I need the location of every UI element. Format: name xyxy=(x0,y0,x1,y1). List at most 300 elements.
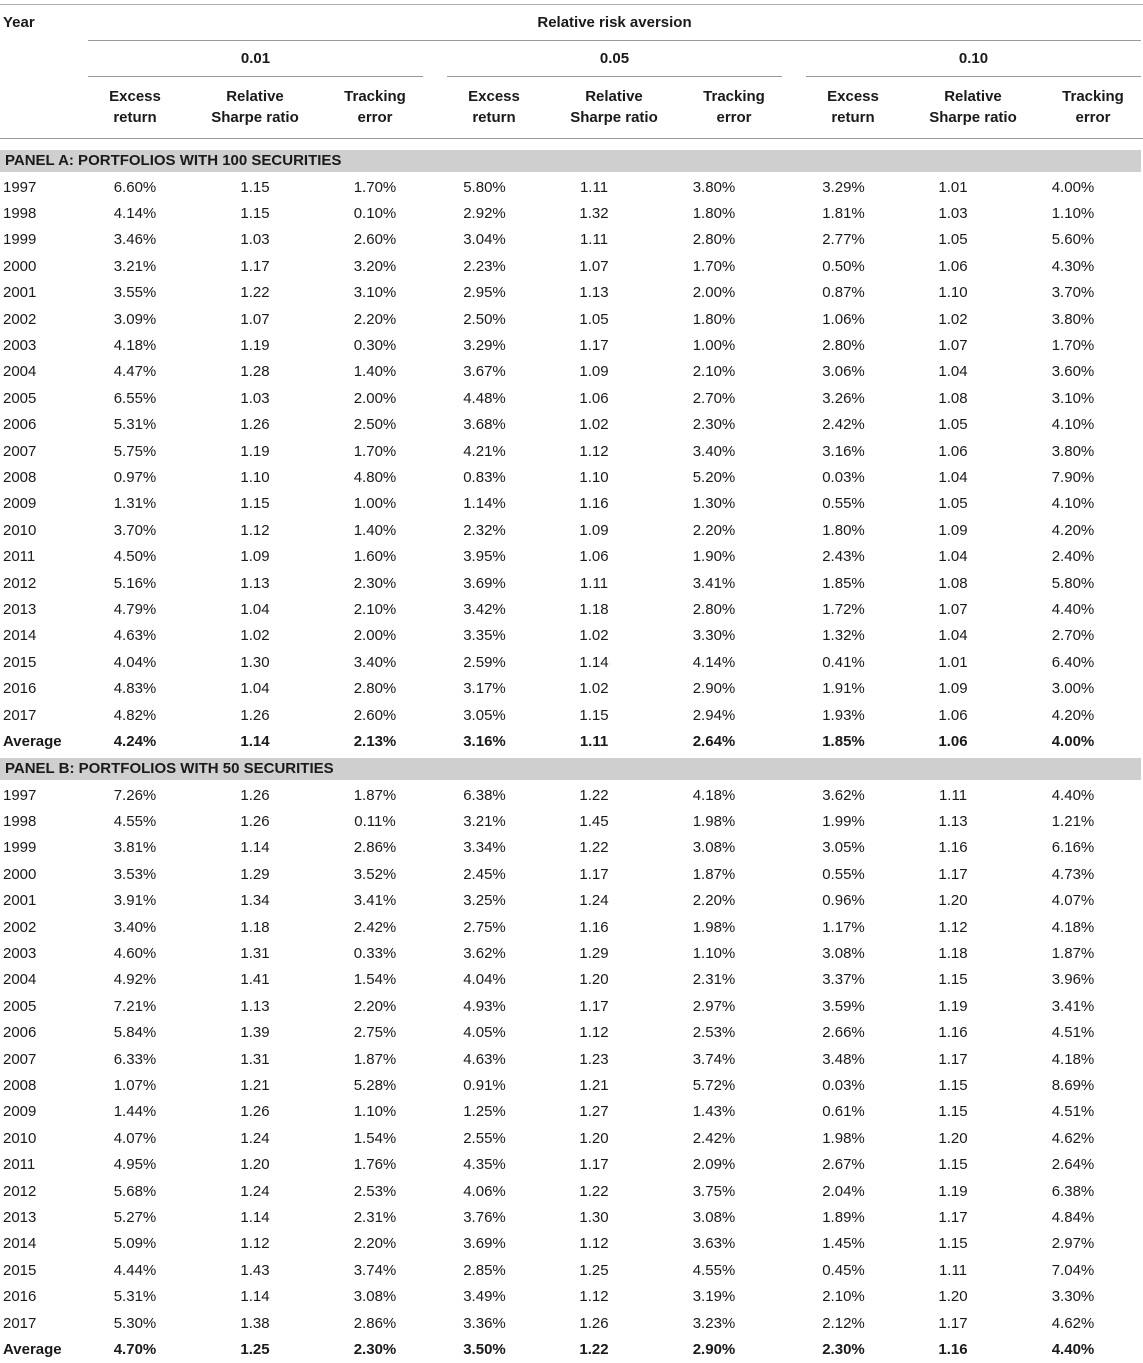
value-cell: 1.07% xyxy=(113,1076,157,1094)
subgroup-rule xyxy=(88,76,423,77)
value-cell: 3.35% xyxy=(463,627,506,645)
value-cell: 1.11 xyxy=(579,231,609,249)
year-cell: 2003 xyxy=(3,337,37,355)
year-cell: 2009 xyxy=(3,495,37,513)
value-cell: 1.43 xyxy=(240,1261,270,1279)
value-cell: 1.11 xyxy=(579,178,609,196)
table-row xyxy=(0,993,1143,1019)
col-header-tracking-error: Tracking error xyxy=(344,88,406,126)
value-cell: 1.07 xyxy=(579,257,609,275)
year-cell: 2015 xyxy=(3,653,37,671)
value-cell: 2.20% xyxy=(353,310,397,328)
value-cell: 1.18 xyxy=(579,600,609,618)
table-row xyxy=(0,835,1143,861)
value-cell: 1.19 xyxy=(938,1182,968,1200)
value-cell: 3.60% xyxy=(1051,363,1095,381)
value-cell: 6.60% xyxy=(113,178,157,196)
subgroup-rule xyxy=(447,76,782,77)
value-cell: 4.07% xyxy=(1051,892,1095,910)
value-cell: 1.18 xyxy=(938,945,968,963)
value-cell: 1.00% xyxy=(692,337,736,355)
value-cell: 4.04% xyxy=(113,653,157,671)
value-cell: 4.55% xyxy=(692,1261,736,1279)
value-cell: 2.70% xyxy=(692,389,736,407)
value-cell: 3.34% xyxy=(463,839,506,857)
value-cell: 4.83% xyxy=(113,680,157,698)
value-cell: 3.91% xyxy=(113,892,157,910)
value-cell: 1.15 xyxy=(579,706,609,724)
value-cell: 4.62% xyxy=(1051,1314,1095,1332)
value-cell: 1.09 xyxy=(579,363,609,381)
year-cell: 2016 xyxy=(3,1288,37,1306)
value-cell: 3.41% xyxy=(353,892,397,910)
table-row xyxy=(0,280,1143,306)
table-row xyxy=(0,702,1143,728)
value-cell: 4.07% xyxy=(113,1129,157,1147)
value-cell: 1.11 xyxy=(938,1261,968,1279)
value-cell: 1.44% xyxy=(113,1103,157,1121)
value-cell: 4.06% xyxy=(463,1182,506,1200)
value-cell: 3.10% xyxy=(1051,389,1095,407)
value-cell: 3.62% xyxy=(822,786,865,804)
value-cell: 4.48% xyxy=(463,389,506,407)
year-cell: 2002 xyxy=(3,310,37,328)
value-cell: 4.93% xyxy=(463,997,506,1015)
value-cell: 8.69% xyxy=(1051,1076,1095,1094)
value-cell: 3.81% xyxy=(113,839,157,857)
value-cell: 1.22 xyxy=(579,1340,609,1358)
value-cell: 1.18 xyxy=(240,918,270,936)
value-cell: 4.79% xyxy=(113,600,157,618)
value-cell: 1.15 xyxy=(240,205,270,223)
value-cell: 1.14% xyxy=(463,495,506,513)
value-cell: 1.16 xyxy=(938,1024,968,1042)
value-cell: 1.17 xyxy=(938,1208,968,1226)
value-cell: 1.06 xyxy=(938,732,968,750)
value-cell: 1.17% xyxy=(822,918,865,936)
value-cell: 3.74% xyxy=(692,1050,736,1068)
value-cell: 1.40% xyxy=(353,521,397,539)
value-cell: 1.12 xyxy=(579,1288,609,1306)
value-cell: 2.50% xyxy=(463,310,506,328)
value-cell: 1.03 xyxy=(240,231,270,249)
value-cell: 5.16% xyxy=(113,574,157,592)
value-cell: 1.06 xyxy=(579,389,609,407)
col-header-relative-sharpe: Relative Sharpe ratio xyxy=(929,88,1017,126)
value-cell: 5.60% xyxy=(1051,231,1095,249)
value-cell: 1.85% xyxy=(822,574,865,592)
panel-b-body xyxy=(0,782,1143,1363)
value-cell: 6.16% xyxy=(1051,839,1095,857)
panel-a-table xyxy=(0,174,1143,755)
value-cell: 3.62% xyxy=(463,945,506,963)
year-cell: 2001 xyxy=(3,284,37,302)
value-cell: 1.22 xyxy=(240,284,270,302)
value-cell: 2.00% xyxy=(692,284,736,302)
value-cell: 1.19 xyxy=(938,997,968,1015)
value-cell: 5.09% xyxy=(113,1235,157,1253)
value-cell: 2.50% xyxy=(353,416,397,434)
value-cell: 5.80% xyxy=(1051,574,1095,592)
value-cell: 1.07 xyxy=(240,310,270,328)
table-row xyxy=(0,861,1143,887)
value-cell: 4.14% xyxy=(692,653,736,671)
value-cell: 3.69% xyxy=(463,574,506,592)
value-cell: 1.14 xyxy=(240,732,270,750)
value-cell: 1.12 xyxy=(938,918,968,936)
value-cell: 3.37% xyxy=(822,971,865,989)
value-cell: 4.10% xyxy=(1051,495,1095,513)
year-cell: 2017 xyxy=(3,1314,37,1332)
value-cell: 3.08% xyxy=(692,839,736,857)
value-cell: 1.13 xyxy=(579,284,609,302)
value-cell: 4.40% xyxy=(1051,786,1095,804)
value-cell: 3.08% xyxy=(692,1208,736,1226)
value-cell: 1.60% xyxy=(353,548,397,566)
value-cell: 1.15 xyxy=(938,1103,968,1121)
value-cell: 1.22 xyxy=(579,786,609,804)
value-cell: 1.05 xyxy=(938,231,968,249)
value-cell: 3.70% xyxy=(113,521,157,539)
value-cell: 3.30% xyxy=(1051,1288,1095,1306)
panel-b-table xyxy=(0,782,1143,1363)
table-row xyxy=(0,782,1143,808)
value-cell: 1.12 xyxy=(240,521,270,539)
value-cell: 0.11% xyxy=(354,813,396,831)
year-cell: 2017 xyxy=(3,706,37,724)
value-cell: 1.31 xyxy=(240,945,270,963)
value-cell: 2.70% xyxy=(1051,627,1095,645)
value-cell: 5.20% xyxy=(692,468,736,486)
value-cell: 3.75% xyxy=(692,1182,736,1200)
year-cell: 2000 xyxy=(3,257,37,275)
year-cell: 1998 xyxy=(3,813,37,831)
value-cell: 1.04 xyxy=(938,363,968,381)
average-label: Average xyxy=(3,1340,62,1358)
value-cell: 1.01 xyxy=(938,178,968,196)
value-cell: 2.80% xyxy=(692,231,736,249)
value-cell: 2.77% xyxy=(822,231,865,249)
value-cell: 1.10 xyxy=(938,284,968,302)
value-cell: 1.87% xyxy=(692,865,736,883)
value-cell: 4.20% xyxy=(1051,521,1095,539)
value-cell: 2.20% xyxy=(353,1235,397,1253)
table-row xyxy=(0,543,1143,569)
value-cell: 3.30% xyxy=(692,627,736,645)
value-cell: 1.93% xyxy=(822,706,865,724)
value-cell: 3.50% xyxy=(463,1340,506,1358)
value-cell: 2.92% xyxy=(463,205,506,223)
header-rule xyxy=(0,138,1143,139)
value-cell: 1.06 xyxy=(938,257,968,275)
value-cell: 1.06 xyxy=(938,442,968,460)
value-cell: 2.60% xyxy=(353,231,397,249)
value-cell: 1.91% xyxy=(822,680,865,698)
value-cell: 1.25% xyxy=(463,1103,506,1121)
value-cell: 1.43% xyxy=(692,1103,736,1121)
value-cell: 0.61% xyxy=(822,1103,865,1121)
year-cell: 2004 xyxy=(3,971,37,989)
value-cell: 1.17 xyxy=(579,997,609,1015)
table-row xyxy=(0,596,1143,622)
group-header-0-05: 0.05 xyxy=(599,50,630,67)
value-cell: 4.62% xyxy=(1051,1129,1095,1147)
value-cell: 4.82% xyxy=(113,706,157,724)
table-row xyxy=(0,1257,1143,1283)
value-cell: 3.16% xyxy=(822,442,865,460)
value-cell: 1.26 xyxy=(240,813,270,831)
value-cell: 2.30% xyxy=(353,1340,397,1358)
value-cell: 0.03% xyxy=(822,468,865,486)
top-rule xyxy=(0,4,1143,5)
value-cell: 1.16 xyxy=(579,495,609,513)
year-cell: 2010 xyxy=(3,521,37,539)
table-row xyxy=(0,464,1143,490)
value-cell: 1.45 xyxy=(579,813,609,831)
value-cell: 4.92% xyxy=(113,971,157,989)
year-cell: 2002 xyxy=(3,918,37,936)
value-cell: 1.30% xyxy=(692,495,736,513)
col-header-relative-sharpe: Relative Sharpe ratio xyxy=(211,88,299,126)
value-cell: 2.23% xyxy=(463,257,506,275)
value-cell: 0.91% xyxy=(463,1076,506,1094)
year-cell: 2010 xyxy=(3,1129,37,1147)
value-cell: 3.23% xyxy=(692,1314,736,1332)
value-cell: 1.04 xyxy=(938,627,968,645)
value-cell: 0.03% xyxy=(822,1076,865,1094)
value-cell: 1.16 xyxy=(938,839,968,857)
value-cell: 1.06% xyxy=(822,310,865,328)
value-cell: 4.18% xyxy=(1051,1050,1095,1068)
value-cell: 1.85% xyxy=(822,732,865,750)
value-cell: 1.00% xyxy=(353,495,397,513)
value-cell: 0.41% xyxy=(822,653,865,671)
value-cell: 2.31% xyxy=(692,971,736,989)
value-cell: 3.53% xyxy=(113,865,157,883)
value-cell: 1.12 xyxy=(579,1024,609,1042)
value-cell: 2.20% xyxy=(692,892,736,910)
value-cell: 2.13% xyxy=(353,732,397,750)
year-cell: 2008 xyxy=(3,1076,37,1094)
average-row xyxy=(0,1336,1143,1362)
value-cell: 1.45% xyxy=(822,1235,865,1253)
value-cell: 1.26 xyxy=(240,416,270,434)
value-cell: 0.55% xyxy=(822,865,865,883)
table-row xyxy=(0,385,1143,411)
value-cell: 3.95% xyxy=(463,548,506,566)
value-cell: 1.04 xyxy=(240,680,270,698)
value-cell: 2.86% xyxy=(353,1314,397,1332)
year-cell: 2014 xyxy=(3,1235,37,1253)
value-cell: 1.76% xyxy=(353,1156,397,1174)
value-cell: 2.42% xyxy=(822,416,865,434)
average-label: Average xyxy=(3,732,62,750)
value-cell: 1.02 xyxy=(938,310,968,328)
value-cell: 3.17% xyxy=(463,680,506,698)
average-row xyxy=(0,728,1143,754)
value-cell: 1.20 xyxy=(579,971,609,989)
value-cell: 1.20 xyxy=(938,1129,968,1147)
value-cell: 4.55% xyxy=(113,813,157,831)
value-cell: 2.00% xyxy=(353,627,397,645)
value-cell: 3.06% xyxy=(822,363,865,381)
value-cell: 3.68% xyxy=(463,416,506,434)
value-cell: 1.09 xyxy=(240,548,270,566)
value-cell: 2.42% xyxy=(353,918,397,936)
value-cell: 3.16% xyxy=(463,732,506,750)
value-cell: 1.14 xyxy=(240,839,270,857)
value-cell: 2.75% xyxy=(353,1024,397,1042)
value-cell: 3.49% xyxy=(463,1288,506,1306)
value-cell: 1.13 xyxy=(938,813,968,831)
value-cell: 2.80% xyxy=(353,680,397,698)
value-cell: 1.28 xyxy=(240,363,270,381)
table-row xyxy=(0,306,1143,332)
value-cell: 4.00% xyxy=(1051,178,1095,196)
year-cell: 2016 xyxy=(3,680,37,698)
value-cell: 2.97% xyxy=(1051,1235,1095,1253)
value-cell: 1.98% xyxy=(822,1129,865,1147)
value-cell: 1.40% xyxy=(353,363,397,381)
value-cell: 2.30% xyxy=(822,1340,865,1358)
value-cell: 0.45% xyxy=(822,1261,865,1279)
table-row xyxy=(0,1072,1143,1098)
value-cell: 1.80% xyxy=(822,521,865,539)
value-cell: 3.80% xyxy=(1051,442,1095,460)
group-title: Relative risk aversion xyxy=(537,14,692,31)
value-cell: 1.21% xyxy=(1051,813,1095,831)
value-cell: 2.90% xyxy=(692,1340,736,1358)
value-cell: 1.81% xyxy=(822,205,865,223)
value-cell: 1.06 xyxy=(579,548,609,566)
value-cell: 1.25 xyxy=(579,1261,609,1279)
value-cell: 3.21% xyxy=(463,813,506,831)
value-cell: 3.52% xyxy=(353,865,397,883)
value-cell: 7.90% xyxy=(1051,468,1095,486)
value-cell: 2.66% xyxy=(822,1024,865,1042)
value-cell: 3.40% xyxy=(353,653,397,671)
value-cell: 2.42% xyxy=(692,1129,736,1147)
value-cell: 3.08% xyxy=(822,945,865,963)
value-cell: 1.09 xyxy=(579,521,609,539)
value-cell: 1.10% xyxy=(692,945,736,963)
value-cell: 3.05% xyxy=(822,839,865,857)
value-cell: 3.46% xyxy=(113,231,157,249)
value-cell: 1.21 xyxy=(579,1076,609,1094)
value-cell: 2.75% xyxy=(463,918,506,936)
value-cell: 3.04% xyxy=(463,231,506,249)
table-row xyxy=(0,649,1143,675)
value-cell: 3.76% xyxy=(463,1208,506,1226)
value-cell: 3.20% xyxy=(353,257,397,275)
group-rule xyxy=(88,40,1141,41)
value-cell: 1.80% xyxy=(692,310,736,328)
value-cell: 2.09% xyxy=(692,1156,736,1174)
year-cell: 2006 xyxy=(3,1024,37,1042)
value-cell: 1.70% xyxy=(692,257,736,275)
value-cell: 3.05% xyxy=(463,706,506,724)
value-cell: 1.11 xyxy=(579,732,609,750)
value-cell: 2.10% xyxy=(822,1288,865,1306)
table-row xyxy=(0,1099,1143,1125)
value-cell: 1.26 xyxy=(240,786,270,804)
value-cell: 1.11 xyxy=(579,574,609,592)
value-cell: 1.17 xyxy=(938,865,968,883)
year-cell: 2000 xyxy=(3,865,37,883)
year-cell: 1999 xyxy=(3,231,37,249)
value-cell: 5.30% xyxy=(113,1314,157,1332)
table-row xyxy=(0,359,1143,385)
value-cell: 6.40% xyxy=(1051,653,1095,671)
value-cell: 4.95% xyxy=(113,1156,157,1174)
col-header-excess-return: Excess return xyxy=(468,88,520,126)
value-cell: 2.04% xyxy=(822,1182,865,1200)
value-cell: 1.32% xyxy=(822,627,865,645)
col-header-excess-return: Excess return xyxy=(827,88,879,126)
table-row xyxy=(0,1310,1143,1336)
value-cell: 3.70% xyxy=(1051,284,1095,302)
year-cell: 2007 xyxy=(3,1050,37,1068)
value-cell: 1.09 xyxy=(938,680,968,698)
table-row xyxy=(0,1178,1143,1204)
value-cell: 1.04 xyxy=(938,548,968,566)
value-cell: 7.04% xyxy=(1051,1261,1095,1279)
value-cell: 4.35% xyxy=(463,1156,506,1174)
value-cell: 4.05% xyxy=(463,1024,506,1042)
value-cell: 1.03 xyxy=(938,205,968,223)
table-row xyxy=(0,1204,1143,1230)
value-cell: 2.64% xyxy=(1051,1156,1095,1174)
value-cell: 1.15 xyxy=(938,1156,968,1174)
value-cell: 4.18% xyxy=(1051,918,1095,936)
col-header-tracking-error: Tracking error xyxy=(1062,88,1124,126)
value-cell: 5.68% xyxy=(113,1182,157,1200)
col-header-relative-sharpe: Relative Sharpe ratio xyxy=(570,88,658,126)
value-cell: 3.48% xyxy=(822,1050,865,1068)
value-cell: 3.59% xyxy=(822,997,865,1015)
value-cell: 0.50% xyxy=(822,257,865,275)
value-cell: 1.72% xyxy=(822,600,865,618)
table-row xyxy=(0,1046,1143,1072)
value-cell: 1.26 xyxy=(579,1314,609,1332)
year-header: Year xyxy=(3,14,35,31)
value-cell: 3.21% xyxy=(113,257,157,275)
value-cell: 1.04 xyxy=(938,468,968,486)
value-cell: 1.13 xyxy=(240,997,270,1015)
year-cell: 2011 xyxy=(3,548,36,566)
value-cell: 4.14% xyxy=(113,205,157,223)
value-cell: 1.05 xyxy=(579,310,609,328)
value-cell: 1.05 xyxy=(938,416,968,434)
value-cell: 2.32% xyxy=(463,521,506,539)
value-cell: 3.25% xyxy=(463,892,506,910)
value-cell: 3.08% xyxy=(353,1288,397,1306)
value-cell: 2.59% xyxy=(463,653,506,671)
table-row xyxy=(0,940,1143,966)
table-row xyxy=(0,675,1143,701)
value-cell: 5.80% xyxy=(463,178,506,196)
value-cell: 0.30% xyxy=(353,337,397,355)
year-cell: 2007 xyxy=(3,442,37,460)
value-cell: 1.03 xyxy=(240,389,270,407)
panel-b-title: PANEL B: PORTFOLIOS WITH 50 SECURITIES xyxy=(0,758,1141,780)
value-cell: 1.17 xyxy=(240,257,270,275)
value-cell: 1.06 xyxy=(938,706,968,724)
value-cell: 1.70% xyxy=(1051,337,1095,355)
value-cell: 1.89% xyxy=(822,1208,865,1226)
value-cell: 1.29 xyxy=(240,865,270,883)
value-cell: 1.20 xyxy=(938,1288,968,1306)
